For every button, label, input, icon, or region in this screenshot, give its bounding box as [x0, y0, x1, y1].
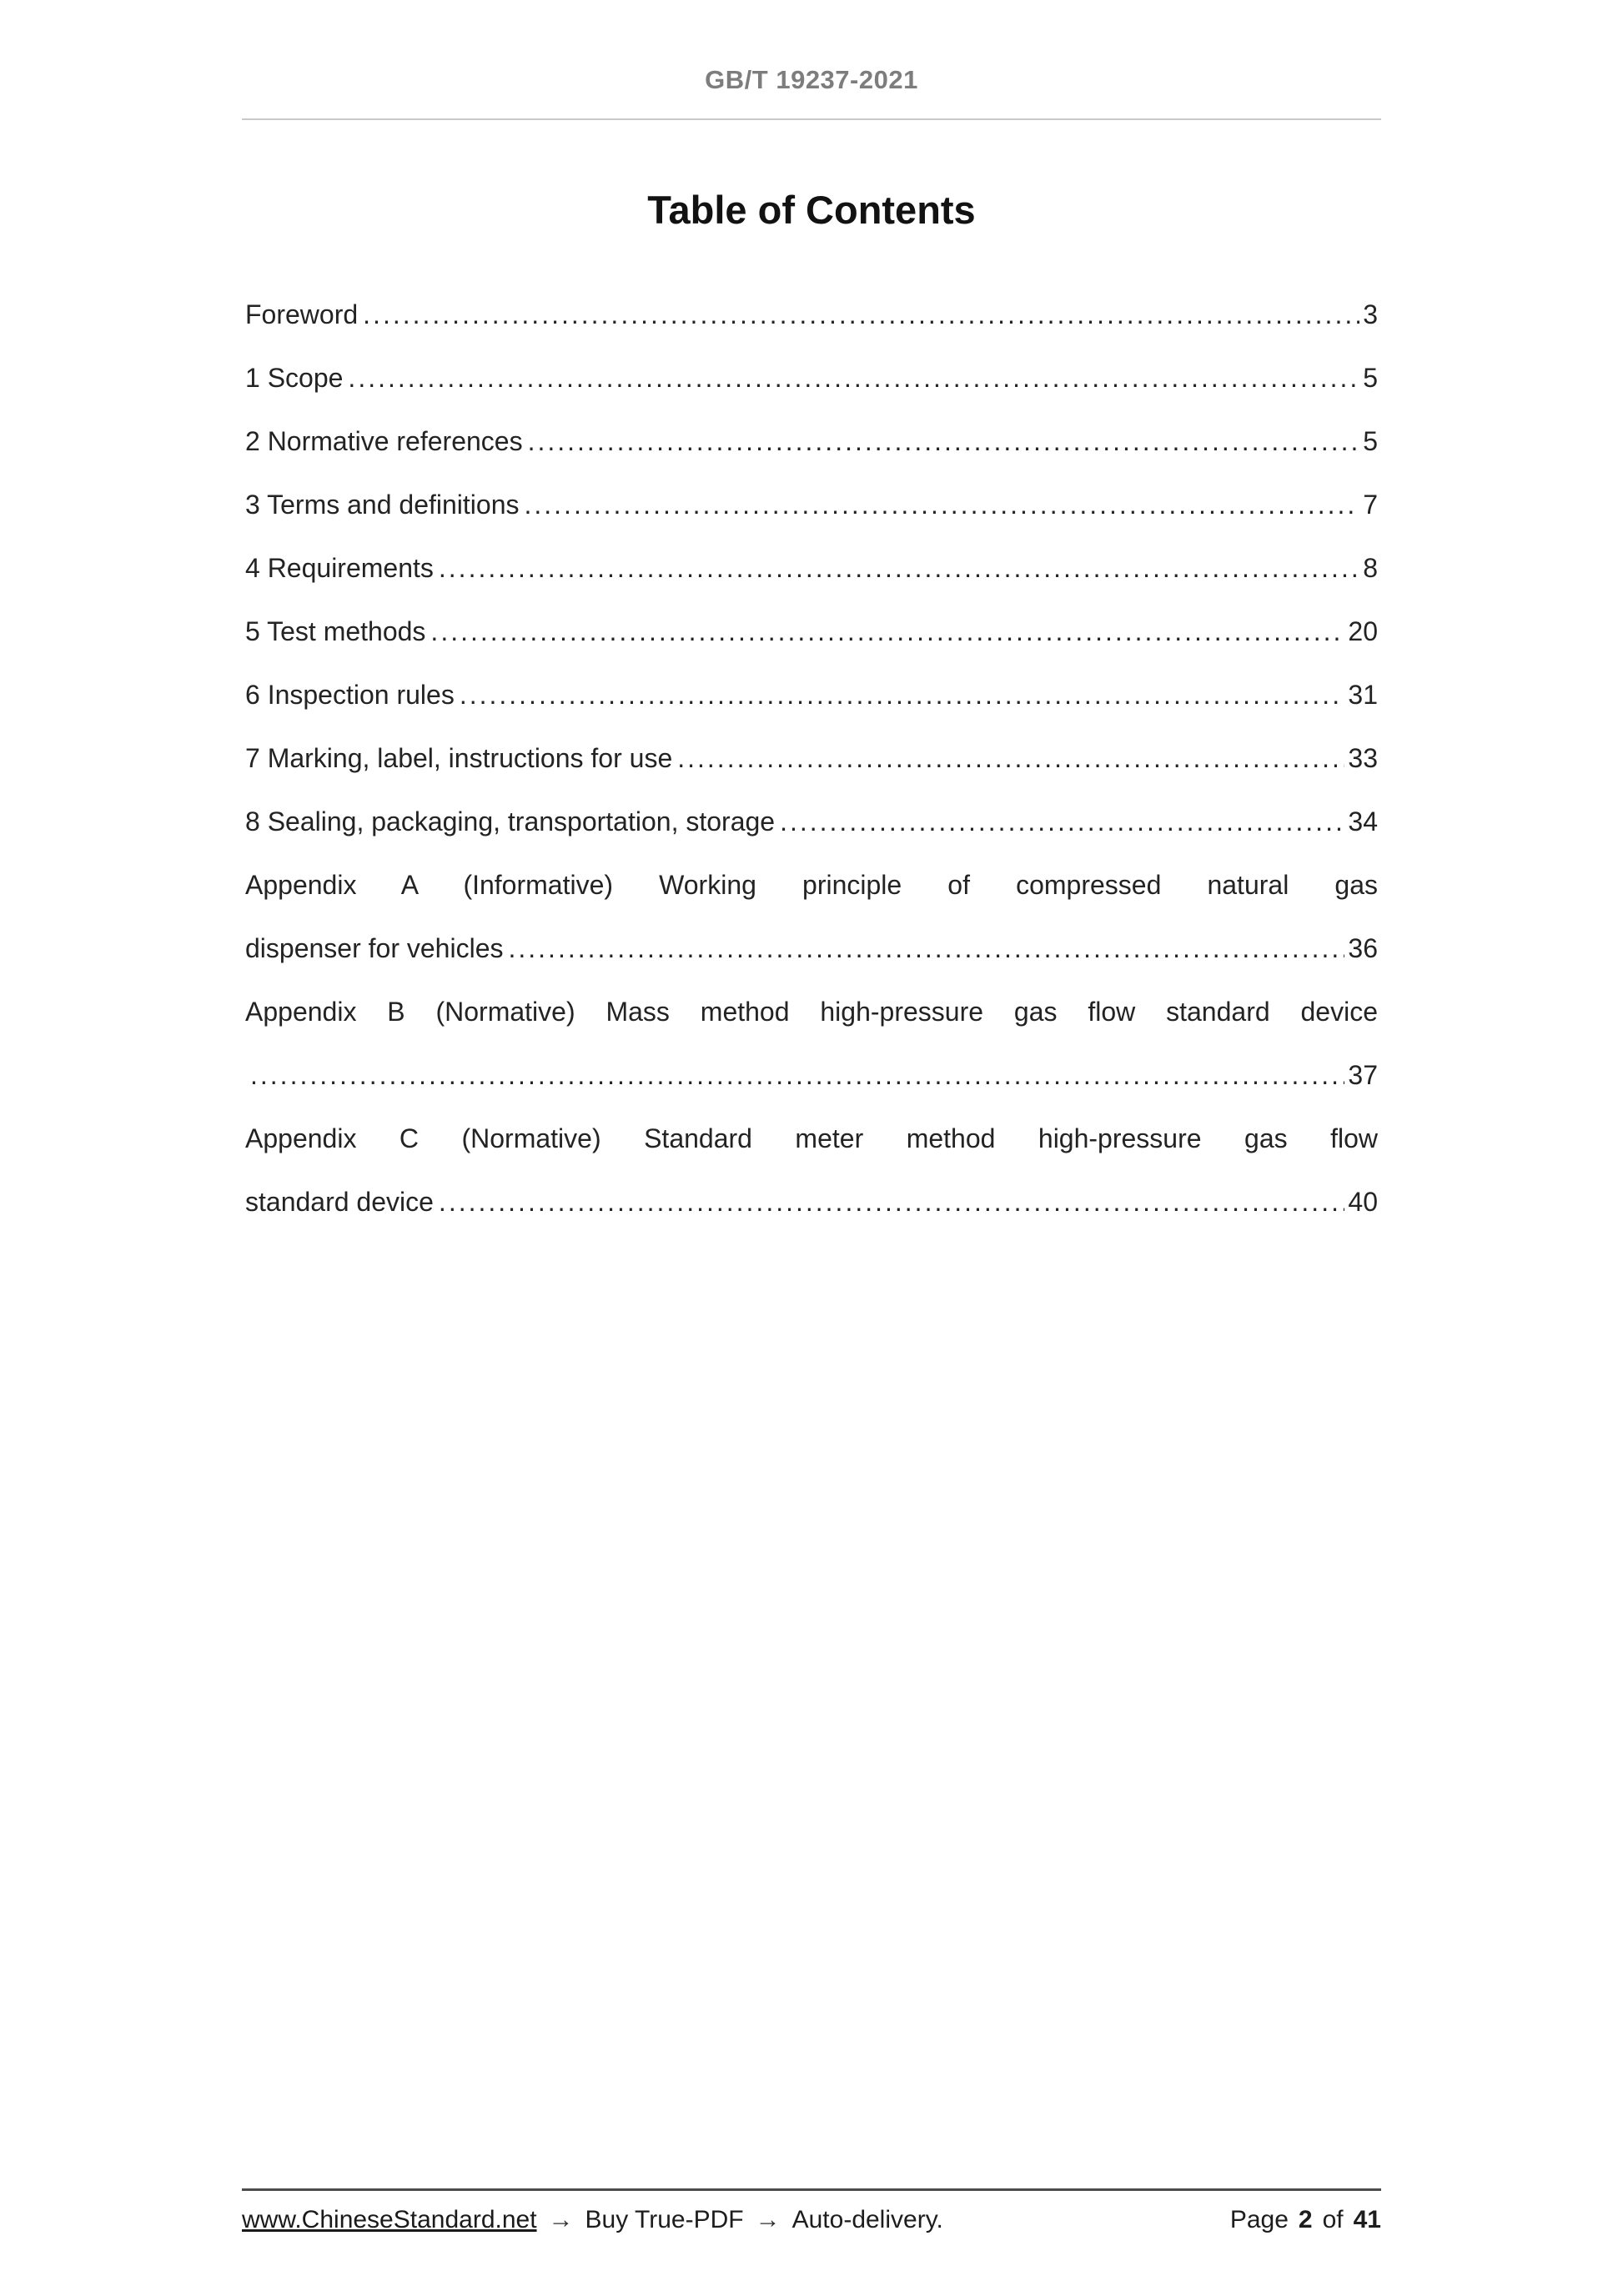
- toc-page-number: 33: [1348, 743, 1378, 773]
- toc-leader: [677, 726, 1344, 790]
- page-indicator-total: 41: [1353, 2206, 1381, 2233]
- toc-entry: [245, 790, 1378, 853]
- toc-page-number: 20: [1348, 616, 1378, 646]
- footer-buy-label: Buy True-PDF: [585, 2206, 744, 2233]
- toc-entry-line2: [245, 917, 1378, 980]
- arrow-right-icon: →: [755, 2206, 781, 2233]
- toc-leader: [439, 1170, 1344, 1233]
- toc-entry-label: 7 Marking, label, instructions for use: [245, 743, 673, 773]
- toc-leader: [250, 1043, 1344, 1107]
- standard-number: GB/T 19237-2021: [705, 65, 918, 94]
- toc-entry: [245, 536, 1378, 600]
- toc-entry-line1: Appendix C (Normative) Standard meter method high-pressure gas flow: [245, 1123, 1378, 1153]
- toc-page-number: 5: [1363, 363, 1378, 393]
- toc-page-number: 3: [1363, 299, 1378, 329]
- toc-entry: [245, 980, 1378, 1107]
- toc-entry-label: 4 Requirements: [245, 553, 434, 583]
- toc-page-number: 31: [1348, 680, 1378, 710]
- footer-delivery-label: Auto-delivery.: [791, 2206, 943, 2233]
- arrow-right-icon: →: [548, 2206, 574, 2233]
- toc-entry-line2: [245, 1170, 1378, 1233]
- toc-entry-label: 1 Scope: [245, 363, 344, 393]
- page-indicator-current: 2: [1298, 2206, 1313, 2233]
- toc-page-number: 37: [1348, 1060, 1378, 1090]
- footer-left: [242, 2206, 943, 2234]
- toc-entry: [245, 600, 1378, 663]
- toc-entry: [245, 473, 1378, 536]
- table-of-contents: [245, 283, 1378, 1233]
- page-indicator: [1230, 2206, 1381, 2234]
- footer-link[interactable]: www.ChineseStandard.net: [242, 2206, 537, 2233]
- toc-entry-label: 3 Terms and definitions: [245, 490, 520, 520]
- toc-leader: [430, 600, 1344, 663]
- toc-entry: [245, 726, 1378, 790]
- page-indicator-label: Page: [1229, 2206, 1289, 2233]
- page-footer: [242, 2188, 1381, 2234]
- toc-entry-line2: [245, 1043, 1378, 1107]
- toc-page-number: 8: [1363, 553, 1378, 583]
- toc-leader: [780, 790, 1344, 853]
- toc-leader: [508, 917, 1344, 980]
- toc-leader: [439, 536, 1359, 600]
- toc-entry: [245, 346, 1378, 409]
- toc-page-number: 34: [1348, 806, 1378, 837]
- toc-entry: [245, 283, 1378, 346]
- toc-entry-label: Foreword: [245, 299, 359, 329]
- toc-entry-label: 6 Inspection rules: [245, 680, 455, 710]
- toc-page-number: 36: [1348, 933, 1378, 963]
- toc-leader: [460, 663, 1345, 726]
- toc-page-number: 5: [1363, 426, 1378, 456]
- toc-leader: [363, 283, 1359, 346]
- toc-entry-line1: Appendix A (Informative) Working principle of compressed natural gas: [245, 870, 1378, 900]
- toc-entry: [245, 853, 1378, 980]
- page-header: [0, 0, 1623, 95]
- page-indicator-of: of: [1322, 2206, 1344, 2233]
- toc-leader: [524, 473, 1359, 536]
- toc-entry: [245, 409, 1378, 473]
- toc-entry-label: dispenser for vehicles: [245, 933, 504, 963]
- toc-entry-line1: Appendix B (Normative) Mass method high-pressure gas flow standard device: [245, 997, 1378, 1027]
- toc-entry: [245, 1107, 1378, 1233]
- toc-entry-label: 2 Normative references: [245, 426, 523, 456]
- toc-entry-label: 8 Sealing, packaging, transportation, storage: [245, 806, 776, 837]
- toc-leader: [528, 409, 1360, 473]
- toc-leader: [348, 346, 1359, 409]
- toc-entry: [245, 663, 1378, 726]
- toc-entry-label: standard device: [245, 1187, 434, 1217]
- toc-page-number: 7: [1363, 490, 1378, 520]
- header-divider: [242, 118, 1381, 120]
- page-title: Table of Contents: [647, 188, 976, 232]
- toc-entry-label: 5 Test methods: [245, 616, 426, 646]
- toc-page-number: 40: [1348, 1187, 1378, 1217]
